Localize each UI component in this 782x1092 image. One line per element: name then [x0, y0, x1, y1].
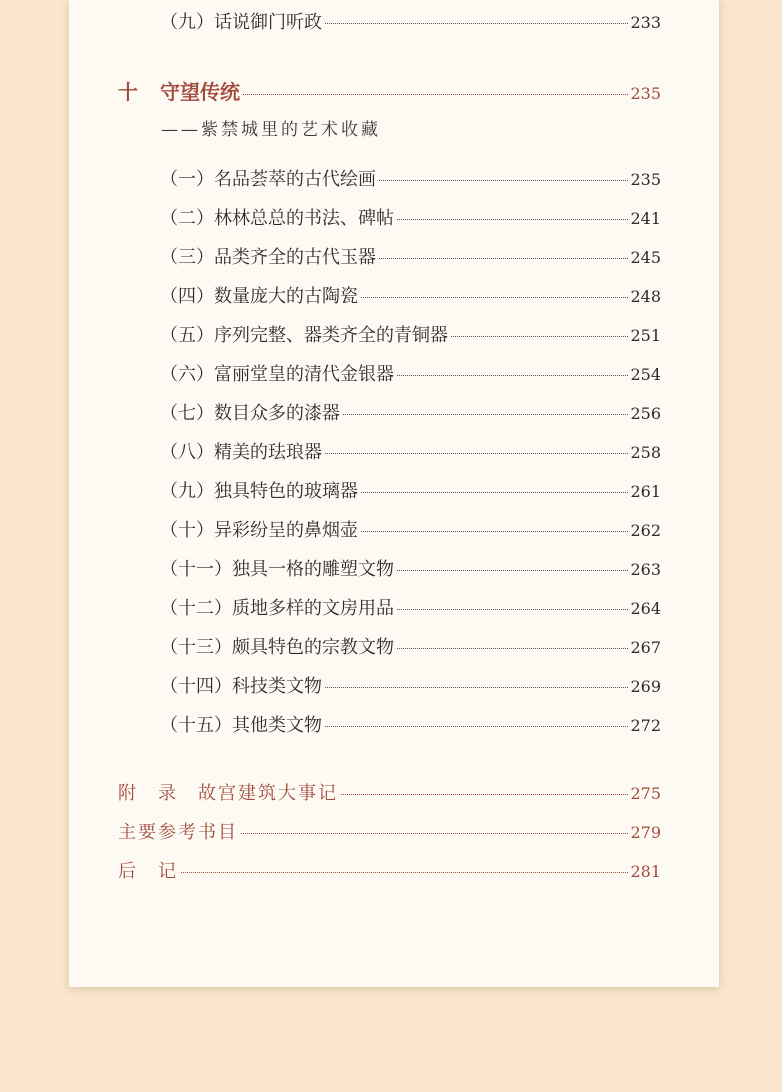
toc-entry[interactable]	[160, 594, 661, 620]
toc-entry-label: （八）精美的珐琅器	[160, 442, 322, 463]
appendix-entry[interactable]	[118, 779, 661, 805]
toc-entry[interactable]	[160, 360, 661, 386]
toc-entry[interactable]	[160, 8, 661, 34]
toc-entry-page: 272	[630, 716, 661, 735]
toc-entry-label: （四）数量庞大的古陶瓷	[160, 286, 358, 307]
dot-leader	[397, 375, 628, 376]
chapter-title: 守望传统	[160, 80, 240, 104]
toc-entry-page: 263	[630, 560, 661, 579]
toc-entry-label: （五）序列完整、器类齐全的青铜器	[160, 325, 448, 346]
dot-leader	[341, 794, 628, 795]
toc-entry-label: （三）品类齐全的古代玉器	[160, 247, 376, 268]
toc-page	[69, 0, 719, 987]
dot-leader	[325, 726, 628, 727]
dot-leader	[325, 687, 628, 688]
toc-entry-page: 233	[630, 13, 661, 32]
toc-entry-page: 269	[630, 677, 661, 696]
toc-entry-page: 235	[630, 170, 661, 189]
toc-entry-label: （十二）质地多样的文房用品	[160, 598, 394, 619]
appendix-entry[interactable]	[118, 857, 661, 883]
toc-entry-page: 258	[630, 443, 661, 462]
toc-entry-page: 262	[630, 521, 661, 540]
appendix-page: 281	[630, 862, 661, 881]
toc-entry-label: （二）林林总总的书法、碑帖	[160, 208, 394, 229]
dot-leader	[343, 414, 628, 415]
dot-leader	[243, 94, 628, 95]
appendix-page: 275	[630, 784, 661, 803]
toc-entry[interactable]	[160, 555, 661, 581]
toc-entry-label: （十一）独具一格的雕塑文物	[160, 559, 394, 580]
dot-leader	[397, 609, 628, 610]
chapter-number: 十	[118, 80, 138, 104]
toc-entry[interactable]	[160, 204, 661, 230]
dot-leader	[361, 492, 628, 493]
toc-entry-label: （十三）颇具特色的宗教文物	[160, 637, 394, 658]
toc-entry[interactable]	[160, 321, 661, 347]
toc-entry-page: 254	[630, 365, 661, 384]
chapter-heading[interactable]	[118, 76, 661, 105]
toc-entry[interactable]	[160, 438, 661, 464]
toc-entry-page: 241	[630, 209, 661, 228]
dot-leader	[181, 872, 628, 873]
dot-leader	[379, 180, 628, 181]
dot-leader	[397, 570, 628, 571]
dot-leader	[397, 648, 628, 649]
toc-entry-label: （十五）其他类文物	[160, 715, 322, 736]
toc-entry-page: 264	[630, 599, 661, 618]
appendix-label: 附 录 故宫建筑大事记	[118, 783, 338, 804]
toc-entry-page: 261	[630, 482, 661, 501]
toc-entry-label: （七）数目众多的漆器	[160, 403, 340, 424]
toc-entry-page: 245	[630, 248, 661, 267]
appendix-entry[interactable]	[118, 818, 661, 844]
chapter-page: 235	[630, 84, 661, 103]
appendix-label: 后 记	[118, 861, 178, 882]
toc-entry[interactable]	[160, 165, 661, 191]
toc-entry-page: 256	[630, 404, 661, 423]
toc-entry[interactable]	[160, 633, 661, 659]
toc-entry-label: （九）话说御门听政	[160, 12, 322, 33]
dot-leader	[325, 453, 628, 454]
toc-entry[interactable]	[160, 243, 661, 269]
toc-entry-page: 267	[630, 638, 661, 657]
toc-entry[interactable]	[160, 477, 661, 503]
toc-entry-label: （六）富丽堂皇的清代金银器	[160, 364, 394, 385]
toc-entry-page: 251	[630, 326, 661, 345]
toc-entry-label: （一）名品荟萃的古代绘画	[160, 169, 376, 190]
dot-leader	[397, 219, 628, 220]
appendix-label: 主要参考书目	[118, 822, 238, 843]
toc-entry-page: 248	[630, 287, 661, 306]
dot-leader	[241, 833, 628, 834]
toc-entry-label: （九）独具特色的玻璃器	[160, 481, 358, 502]
toc-entry[interactable]	[160, 282, 661, 308]
toc-entry-label: （十）异彩纷呈的鼻烟壶	[160, 520, 358, 541]
dot-leader	[361, 531, 628, 532]
toc-entry[interactable]	[160, 672, 661, 698]
dot-leader	[451, 336, 628, 337]
toc-entry[interactable]	[160, 516, 661, 542]
dot-leader	[379, 258, 628, 259]
toc-entry[interactable]	[160, 399, 661, 425]
toc-entry-label: （十四）科技类文物	[160, 676, 322, 697]
toc-entry[interactable]	[160, 711, 661, 737]
dot-leader	[361, 297, 628, 298]
chapter-subtitle: ——紫禁城里的艺术收藏	[161, 120, 381, 140]
dot-leader	[325, 23, 628, 24]
appendix-page: 279	[630, 823, 661, 842]
